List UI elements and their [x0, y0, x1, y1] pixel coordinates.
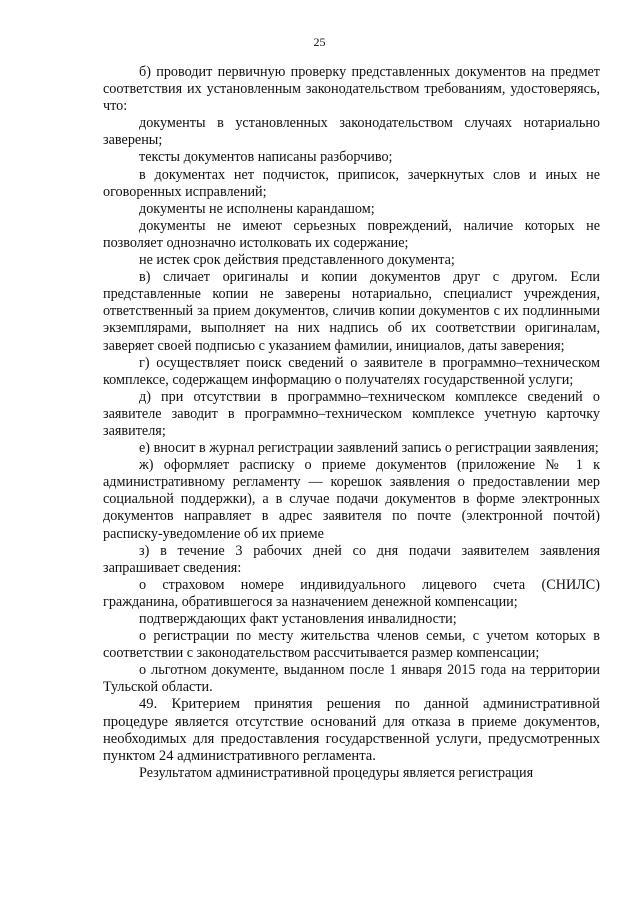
paragraph-d: д) при отсутствии в программно–техническом комплексе сведений о заявителе заводит в программно–техническом комплексе учетную карточку заявителя;: [103, 388, 600, 439]
list-item: документы в установленных законодательством случаях нотариально заверены;: [103, 115, 600, 149]
paragraph-e: е) вносит в журнал регистрации заявлений запись о регистрации заявления;: [139, 440, 599, 457]
document-body: [103, 64, 600, 782]
page-number: 25: [313, 35, 326, 49]
list-item: документы не исполнены карандашом;: [139, 200, 375, 217]
list-item: документы не имеют серьезных повреждений, наличие которых не позволяет однозначно истолковать их содержание;: [103, 217, 600, 251]
paragraph-v: в) сличает оригиналы и копии документов друг с другом. Если представленные копии не заверены нотариально, специалист учреждения, ответственный за прием документов, сличив копии документов с их подлинными экземплярами, выполняет на них надпись об их соответствии оригиналам, заверяет своей подписью с указанием фамилии, инициалов, даты заверения;: [103, 269, 600, 354]
list-item: о регистрации по месту жительства членов семьи, с учетом которых в соответствии с законодательством рассчитывается размер компенсации;: [103, 628, 600, 662]
list-item: подтверждающих факт установления инвалидности;: [139, 611, 457, 627]
paragraph-g: г) осуществляет поиск сведений о заявителе в программно–техническом комплексе, содержащем информацию о получателях государственной услуги;: [103, 354, 600, 388]
paragraph-result: Результатом административной процедуры является регистрация: [139, 764, 534, 781]
list-item: не истек срок действия представленного документа;: [139, 252, 455, 269]
list-item: тексты документов написаны разборчиво;: [139, 149, 393, 166]
list-item: в документах нет подчисток, приписок, зачеркнутых слов и иных не оговоренных исправлений;: [103, 166, 600, 200]
paragraph-z: з) в течение 3 рабочих дней со дня подачи заявителем заявления запрашивает сведения:: [103, 542, 600, 576]
list-item: о страховом номере индивидуального лицевого счета (СНИЛС) гражданина, обратившегося за назначением денежной компенсации;: [103, 576, 600, 610]
paragraph-zh: ж) оформляет расписку о приеме документов (приложение № 1 к административному регламенту — корешок заявления о предоставлении мер социальной поддержки), а в случае подачи документов в форме электронных документов направляет в адрес заявителя по почте (электронной почтой) расписку-уведомление об их приеме: [103, 457, 600, 542]
paragraph-b: б) проводит первичную проверку представленных документов на предмет соответствия их установленным законодательством требованиям, удостоверяясь, что:: [103, 64, 600, 115]
paragraph-49: 49. Критерием принятия решения по данной административной процедуре является отсутствие оснований для отказа в приеме документов, необходимых для предоставления государственной услуги, предусмотренных пунктом 24 административного регламента.: [103, 696, 600, 764]
list-item: о льготном документе, выданном после 1 января 2015 года на территории Тульской области.: [103, 662, 600, 696]
